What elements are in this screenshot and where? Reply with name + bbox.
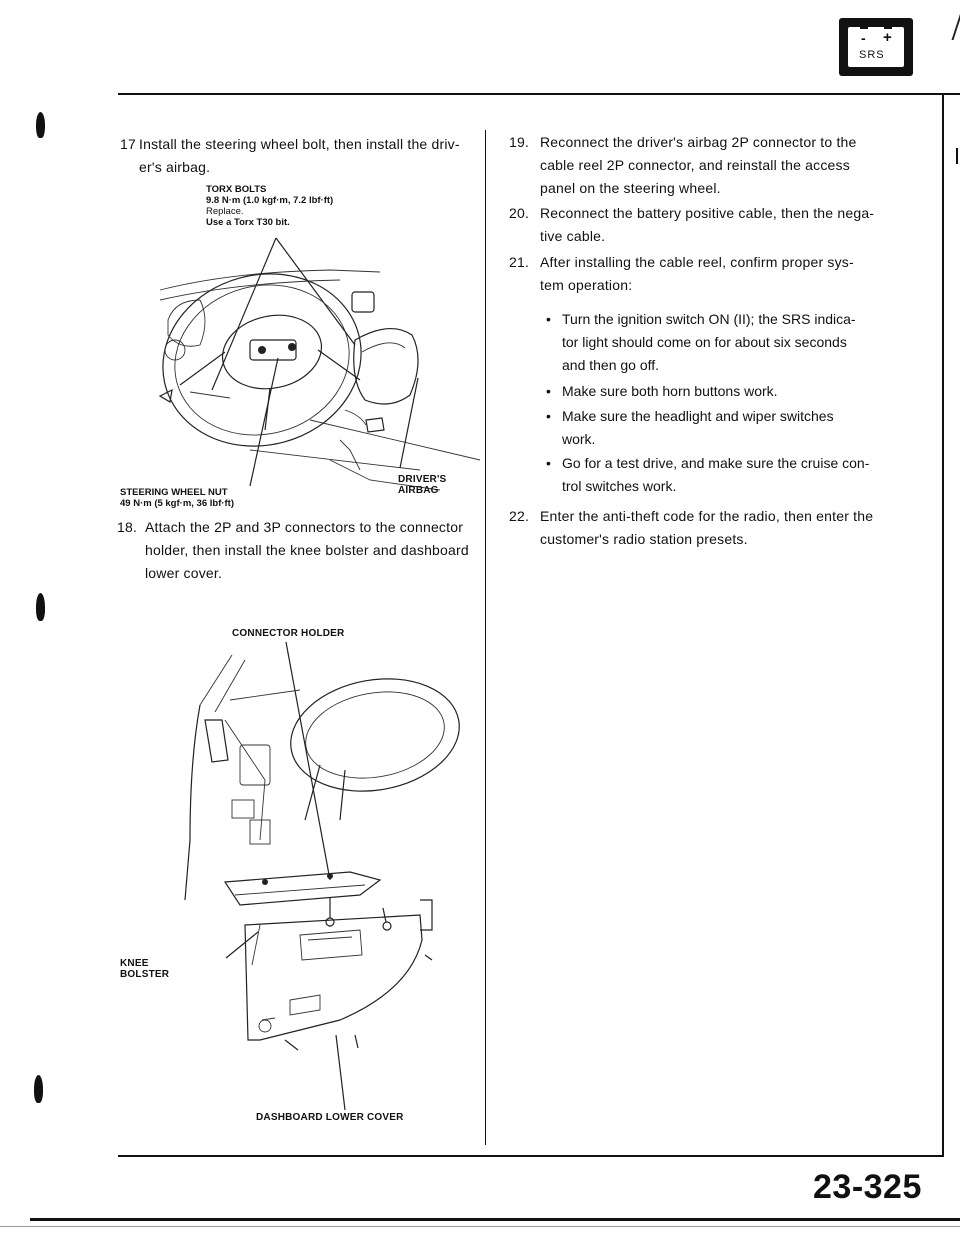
dashboard-lower-cover-label: DASHBOARD LOWER COVER — [256, 1112, 404, 1123]
bullet-dot-icon: • — [546, 408, 551, 424]
step-text-line: customer's radio station presets. — [540, 531, 748, 547]
step-number: 19. — [509, 134, 530, 150]
step-text-line: tem operation: — [540, 277, 633, 293]
margin-mark-3 — [34, 1075, 43, 1103]
margin-mark-1 — [36, 112, 45, 138]
connector-holder-label: CONNECTOR HOLDER — [232, 628, 345, 639]
margin-mark-2 — [36, 593, 45, 621]
torx-bolts-callout: TORX BOLTS 9.8 N·m (1.0 kgf·m, 7.2 lbf·ft) Replace. Use a Torx T30 bit. — [206, 184, 334, 228]
badge-minus: - — [861, 30, 866, 46]
step-19 — [509, 131, 929, 201]
knee-bolster-label: KNEE BOLSTER — [120, 958, 170, 980]
step-text-line: Install the steering wheel bolt, then install the driv- — [139, 136, 460, 152]
footer-rule-fade — [0, 1226, 960, 1227]
step-text-line: Reconnect the driver's airbag 2P connector to the — [540, 134, 857, 150]
column-divider — [485, 130, 486, 1145]
drivers-airbag-label: DRIVER'S AIRBAG — [398, 474, 447, 496]
right-margin-mark — [956, 148, 958, 164]
step-text-line: After installing the cable reel, confirm proper sys- — [540, 254, 854, 270]
badge-label: SRS — [859, 49, 885, 61]
step-text-line: Reconnect the battery positive cable, then the nega- — [540, 205, 875, 221]
step-number: 20. — [509, 205, 530, 221]
bullet-dot-icon: • — [546, 383, 551, 399]
step-text-line: panel on the steering wheel. — [540, 180, 721, 196]
srs-badge — [839, 18, 913, 76]
step-text-line: cable reel 2P connector, and reinstall the access — [540, 157, 850, 173]
step-number: 18. — [117, 519, 138, 535]
step-text-line: Attach the 2P and 3P connectors to the connector — [145, 519, 464, 535]
badge-plus: + — [883, 29, 892, 46]
step-number: 17 — [120, 136, 136, 152]
corner-mark — [934, 0, 960, 40]
step-text-line: Enter the anti-theft code for the radio, then enter the — [540, 508, 874, 524]
step-18 — [117, 516, 487, 586]
step-17 — [120, 133, 480, 179]
footer-rule — [30, 1218, 960, 1221]
step-number: 21. — [509, 254, 530, 270]
steering-wheel-nut-callout: STEERING WHEEL NUT 49 N·m (5 kgf·m, 36 lbf·ft) — [120, 487, 235, 509]
step-text-line: tive cable. — [540, 228, 606, 244]
right-frame-rule — [942, 93, 944, 1156]
step-text-line: lower cover. — [145, 565, 223, 581]
bullet-dot-icon: • — [546, 455, 551, 471]
step-20 — [509, 202, 929, 248]
page-number: 23-325 — [813, 1168, 922, 1206]
step-22 — [509, 505, 934, 551]
step-21 — [509, 251, 929, 297]
step-text-line: holder, then install the knee bolster and dashboard — [145, 542, 469, 558]
step-number: 22. — [509, 508, 530, 524]
step-text-line: er's airbag. — [139, 159, 211, 175]
bullet-dot-icon: • — [546, 311, 551, 327]
top-rule — [118, 93, 960, 95]
bottom-rule — [118, 1155, 944, 1157]
